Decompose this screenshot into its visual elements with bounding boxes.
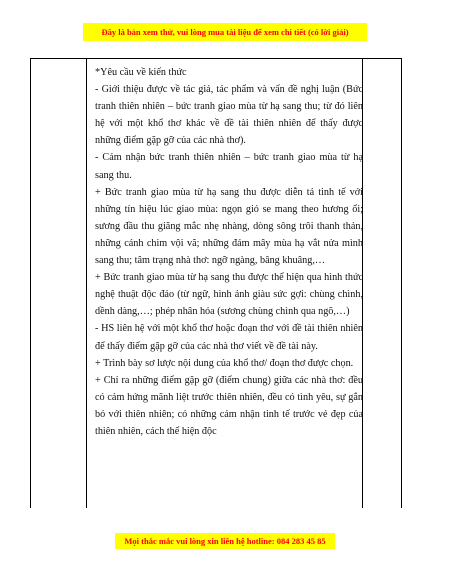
paragraph-feel-nature: - Cảm nhận bức tranh thiên nhiên – bức tranh giao mùa từ hạ sang thu. — [95, 152, 363, 181]
paragraph-season-signals: + Bức tranh giao mùa từ hạ sang thu được diễn tả tinh tế với những tín hiệu lúc giao mùa: ngọn gió se mang theo hương ổi; sương đầu thu giăng mắc nhẹ nhàng, dòng sông trôi thanh thản, những cánh chim vội vã; những đám mây mùa hạ vắt nửa mình sang thu; tâm trạng nhà thơ: ngỡ ngàng, bâng khuâng,… — [95, 186, 363, 267]
paragraph-summary: + Trình bày sơ lược nội dung của khổ thơ/ đoạn thơ được chọn. — [95, 357, 354, 369]
answer-content-cell — [95, 64, 363, 440]
paragraph-introduction: - Giới thiệu được về tác giả, tác phẩm và vấn đề nghị luận (Bức tranh thiên nhiên – bức tranh giao mùa từ hạ sang thu; từ đó liên hệ với một khổ thơ khác về đề tài thiên nhiên để thấy được những điểm gặp gỡ của các nhà thơ). — [95, 84, 363, 147]
preview-notice-banner: Đây là bản xem thử, vui lòng mua tài liệu để xem chi tiết (có lời giải) — [83, 23, 367, 41]
paragraph-compare-poem: - HS liên hệ với một khổ thơ hoặc đoạn thơ với đề tài thiên nhiên để thấy điểm gặp gỡ của các nhà thơ viết về đề tài này. — [95, 323, 363, 352]
paragraph-common-points: + Chỉ ra những điểm gặp gỡ (điểm chung) giữa các nhà thơ: đều có cảm hứng mãnh liệt trước thiên nhiên, đều có tình yêu, sự gắn bó với thiên nhiên; có những cảm nhận tinh tế trước vẻ đẹp của thiên nhiên, cách thể hiện độc — [95, 374, 363, 437]
table-column-divider-1 — [86, 58, 87, 508]
table-border-right — [401, 58, 402, 508]
paragraph-art-form: + Bức tranh giao mùa từ hạ sang thu được thể hiện qua hình thức nghệ thuật độc đáo (từ ngữ, hình ảnh giàu sức gợi: chùng chình, dềnh dàng,…; phép nhân hóa (sương chùng chình qua ngõ,…) — [95, 272, 363, 318]
hotline-notice-banner: Mọi thắc mắc vui lòng xin liên hệ hotline: 084 283 45 85 — [115, 533, 335, 549]
table-border-left — [30, 58, 31, 508]
paragraph-requirement-heading: *Yêu cầu về kiến thức — [95, 67, 187, 78]
